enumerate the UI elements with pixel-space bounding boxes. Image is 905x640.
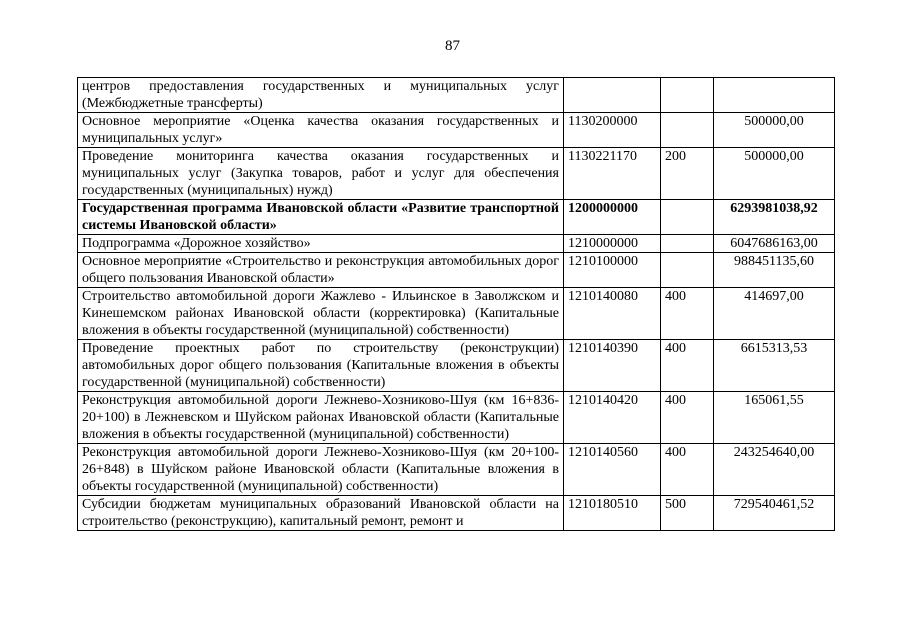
row-amount: 6615313,53 (714, 340, 835, 392)
row-code (564, 78, 661, 113)
row-amount: 243254640,00 (714, 444, 835, 496)
row-name: Проведение мониторинга качества оказания государственных и муниципальных услуг (Закупка товаров, работ и услуг для обеспечения государственных (муниципальных) нужд) (78, 148, 564, 200)
row-amount: 729540461,52 (714, 496, 835, 531)
table-row (78, 148, 835, 200)
row-name: Реконструкция автомобильной дороги Лежнево-Хозниково-Шуя (км 16+836-20+100) в Лежневском и Шуйском районах Ивановской области (Капитальные вложения в объекты государственной (муниципальной) собственности) (78, 392, 564, 444)
row-amount (714, 78, 835, 113)
table-row (78, 444, 835, 496)
row-code: 1210140080 (564, 288, 661, 340)
page-number: 87 (445, 38, 460, 54)
row-type (661, 253, 714, 288)
row-name: центров предоставления государственных и муниципальных услуг (Межбюджетные трансферты) (78, 78, 564, 113)
row-amount: 988451135,60 (714, 253, 835, 288)
budget-table (77, 77, 835, 531)
row-code: 1130200000 (564, 113, 661, 148)
row-code: 1210140560 (564, 444, 661, 496)
row-code: 1210140420 (564, 392, 661, 444)
row-code: 1130221170 (564, 148, 661, 200)
table-row (78, 496, 835, 531)
row-type (661, 113, 714, 148)
budget-table-body (78, 78, 835, 531)
table-row (78, 78, 835, 113)
row-type: 200 (661, 148, 714, 200)
table-row (78, 340, 835, 392)
row-name: Субсидии бюджетам муниципальных образований Ивановской области на строительство (реконструкцию), капитальный ремонт, ремонт и (78, 496, 564, 531)
row-type: 400 (661, 392, 714, 444)
row-type: 500 (661, 496, 714, 531)
row-code: 1210000000 (564, 235, 661, 253)
row-type (661, 78, 714, 113)
row-amount: 6047686163,00 (714, 235, 835, 253)
row-type (661, 200, 714, 235)
row-type (661, 235, 714, 253)
table-row (78, 200, 835, 235)
row-name: Проведение проектных работ по строительству (реконструкции) автомобильных дорог общего пользования (Капитальные вложения в объекты государственной (муниципальной) собственности) (78, 340, 564, 392)
row-amount: 414697,00 (714, 288, 835, 340)
table-row (78, 288, 835, 340)
row-amount: 165061,55 (714, 392, 835, 444)
row-name: Государственная программа Ивановской области «Развитие транспортной системы Ивановской области» (78, 200, 564, 235)
row-type: 400 (661, 444, 714, 496)
row-type: 400 (661, 340, 714, 392)
row-code: 1200000000 (564, 200, 661, 235)
row-amount: 500000,00 (714, 113, 835, 148)
row-amount: 500000,00 (714, 148, 835, 200)
row-type: 400 (661, 288, 714, 340)
row-name: Основное мероприятие «Оценка качества оказания государственных и муниципальных услуг» (78, 113, 564, 148)
row-code: 1210100000 (564, 253, 661, 288)
row-name: Реконструкция автомобильной дороги Лежнево-Хозниково-Шуя (км 20+100-26+848) в Шуйском районе Ивановской области (Капитальные вложения в объекты государственной (муниципальной) собственности) (78, 444, 564, 496)
table-row (78, 113, 835, 148)
row-code: 1210180510 (564, 496, 661, 531)
table-row (78, 235, 835, 253)
table-row (78, 253, 835, 288)
row-name: Подпрограмма «Дорожное хозяйство» (78, 235, 564, 253)
row-code: 1210140390 (564, 340, 661, 392)
row-amount: 6293981038,92 (714, 200, 835, 235)
table-row (78, 392, 835, 444)
row-name: Строительство автомобильной дороги Жажлево - Ильинское в Заволжском и Кинешемском районах Ивановской области (корректировка) (Капитальные вложения в объекты государственной (муниципальной) собственности) (78, 288, 564, 340)
row-name: Основное мероприятие «Строительство и реконструкция автомобильных дорог общего пользования Ивановской области» (78, 253, 564, 288)
